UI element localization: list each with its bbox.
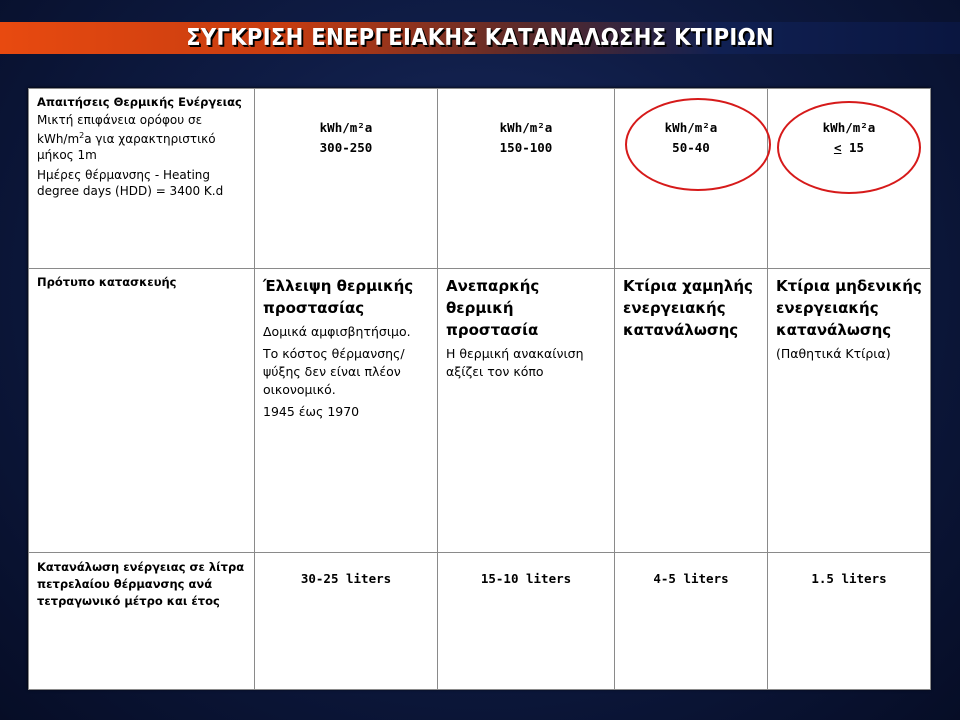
cell-thermal-1: kWh/m²a 300-250 — [255, 89, 438, 269]
cell-thermal-4: kWh/m²a < 15 — [768, 89, 931, 269]
cell-construction-2: Ανεπαρκής θερμική προστασία Η θερμική ανακαίνιση αξίζει τον κόπο — [438, 269, 615, 553]
table-row-oil — [29, 553, 931, 690]
table-row-thermal-demand — [29, 89, 931, 269]
label-hdd: Ημέρες θέρμανσης - Heating degree days (HDD) = 3400 K.d — [37, 168, 224, 198]
cell-thermal-3: kWh/m²a 50-40 — [615, 89, 768, 269]
row-label-oil: Κατανάλωση ενέργειας σε λίτρα πετρελαίου θέρμανσης ανά τετραγωνικό μέτρο και έτος — [29, 553, 255, 690]
label-floor-area: Μικτή επιφάνεια ορόφου σε kWh/$m^2a$ για χαρακτηριστικό μήκος 1m — [37, 113, 216, 162]
slide-title: ΣΥΓΚΡΙΣΗ ΕΝΕΡΓΕΙΑΚΗΣ ΚΑΤΑΝΑΛΩΣΗΣ ΚΤΙΡΙΩΝ — [186, 25, 774, 51]
cell-thermal-2: kWh/m²a 150-100 — [438, 89, 615, 269]
cell-construction-3: Κτίρια χαμηλής ενεργειακής κατανάλωσης — [615, 269, 768, 553]
table-row-construction — [29, 269, 931, 553]
comparison-table — [28, 88, 930, 689]
cell-oil-3: 4-5 liters — [615, 553, 768, 690]
row-label-thermal-demand — [29, 89, 255, 269]
less-equal-sign: < — [833, 140, 842, 155]
cell-oil-4: 1.5 liters — [768, 553, 931, 690]
cell-oil-2: 15-10 liters — [438, 553, 615, 690]
cell-construction-1: Έλλειψη θερμικής προστασίας Δομικά αμφισβητήσιμο. Το κόστος θέρμανσης/ψύξης δεν είναι πλέον οικονομικό. 1945 έως 1970 — [255, 269, 438, 553]
label-title: Απαιτήσεις Θερμικής Ενέργειας — [37, 95, 242, 109]
cell-oil-1: 30-25 liters — [255, 553, 438, 690]
cell-construction-4: Κτίρια μηδενικής ενεργειακής κατανάλωσης (Παθητικά Κτίρια) — [768, 269, 931, 553]
row-label-construction: Πρότυπο κατασκευής — [29, 269, 255, 553]
